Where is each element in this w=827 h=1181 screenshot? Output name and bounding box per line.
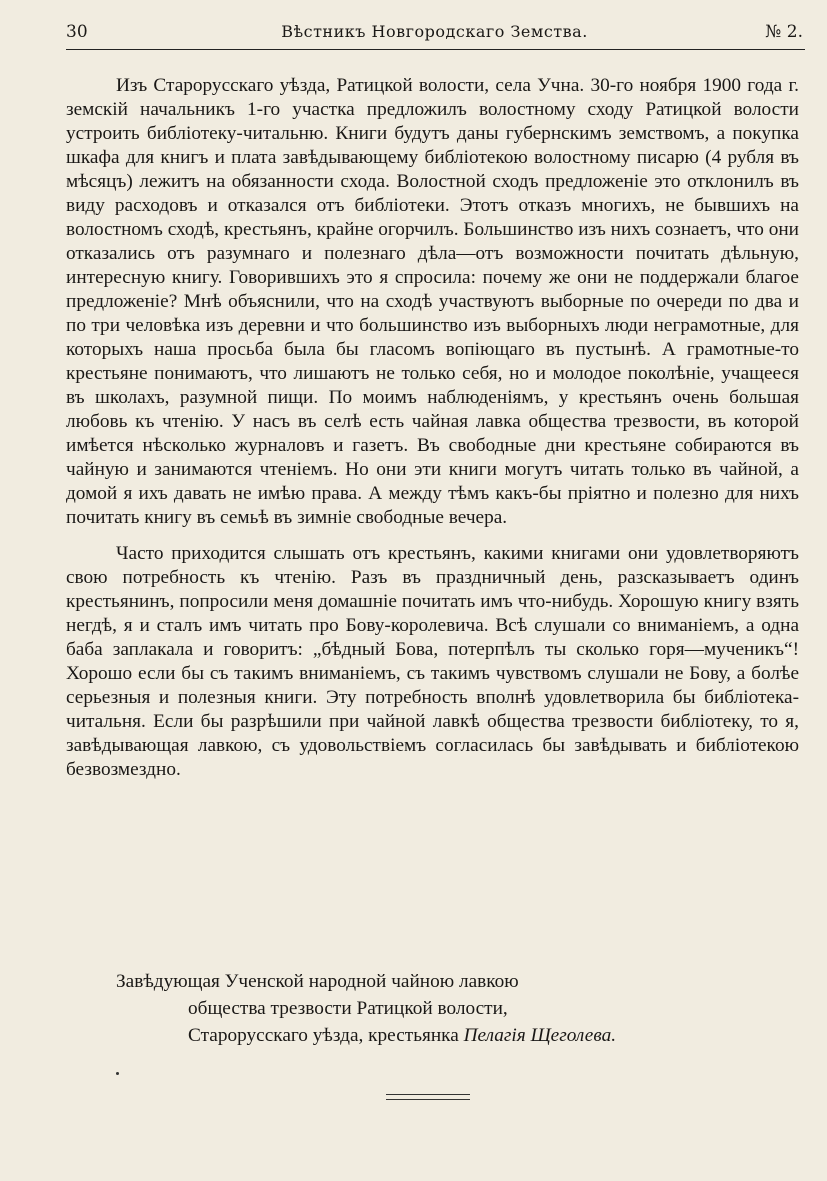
author-name: Пелагія Щеголева.	[463, 1025, 617, 1046]
header-rule	[66, 49, 805, 50]
issue-number: № 2.	[765, 22, 803, 42]
ink-speck	[116, 1072, 119, 1075]
paragraph: Изъ Старорусскаго уѣзда, Ратицкой волости, села Учна. 30-го ноября 1900 года г. земскій начальникъ 1-го участка предложилъ волостному сходу Ратицкой волости устроить библіотеку-читальню. Книги будутъ даны губернскимъ земствомъ, а покупка шкафа для книгъ и плата завѣдывающему библіотекою волостному писарю (4 рубля въ мѣсяцъ) лежитъ на обязанности схода. Волостной сходъ предложеніе это отклонилъ въ виду расходовъ и отказался отъ библіотеки. Этотъ отказъ многихъ, не бывшихъ на волостномъ сходѣ, крестьянъ, крайне огорчилъ. Большинство изъ нихъ сознаетъ, что они отказались отъ разумнаго и полезнаго дѣла—отъ возможности почитать дѣльную, интересную книгу. Говорившихъ это я спросила: почему же они не поддержали благое предложеніе? Мнѣ объяснили, что на сходѣ участвуютъ выборные по очереди по два и по три человѣка изъ деревни и что большинство изъ выборныхъ люди неграмотные, для которыхъ наша просьба была бы гласомъ вопіющаго въ пустынѣ. А грамотные-то крестьяне понимаютъ, что лишаютъ не только себя, но и молодое поколѣніе, учащееся въ школахъ, разумной пищи. По моимъ наблюденіямъ, у крестьянъ очень большая любовь къ чтенію. У насъ въ селѣ есть чайная лавка общества трезвости, въ которой имѣется нѣсколько журналовъ и газетъ. Въ свободные дни крестьяне собираются въ чайную и занимаются чтеніемъ. Но они эти книги могутъ читать только въ чайной, а домой я ихъ давать не имѣю права. А между тѣмъ какъ-бы пріятно и полезно для нихъ почитать книгу въ семьѣ въ зимніе свободные вечера.	[66, 75, 799, 528]
journal-title: Вѣстникъ Новгородскаго Земства.	[281, 22, 588, 41]
paragraph: Часто приходится слышать отъ крестьянъ, какими книгами они удовлетворяютъ свою потребность къ чтенію. Разъ въ праздничный день, разсказываетъ одинъ крестьянинъ, попросили меня домашніе почитать имъ что-нибудь. Хорошую книгу взять негдѣ, я и сталъ имъ читать про Бову-королевича. Всѣ слушали со вниманіемъ, а одна баба заплакала и говоритъ: „бѣдный Бова, потерпѣлъ ты сколько горя—мученикъ“! Хорошо если бы съ такимъ вниманіемъ, съ такимъ чувствомъ слушали не Бову, а болѣе серьезныя и полезныя книги. Эту потребность вполнѣ удовлетворила бы библіотека-читальня. Если бы разрѣшили при чайной лавкѣ общества трезвости библіотеку, то я, завѣдывающая лавкою, съ удовольствіемъ согласилась бы завѣдывать и библіотекою безвозмездно.	[66, 543, 799, 780]
closing-rule	[386, 1094, 470, 1100]
signature-prefix: Старорусскаго уѣзда, крестьянка	[188, 1025, 464, 1046]
article-body	[66, 74, 799, 782]
signature-line	[66, 1022, 616, 1049]
signature-line: Завѣдующая Ученской народной чайною лавкою	[116, 971, 519, 992]
page-number: 30	[66, 22, 88, 42]
signature-line: общества трезвости Ратицкой волости,	[188, 998, 508, 1019]
page-header	[66, 22, 803, 48]
signature-block	[66, 968, 616, 1049]
